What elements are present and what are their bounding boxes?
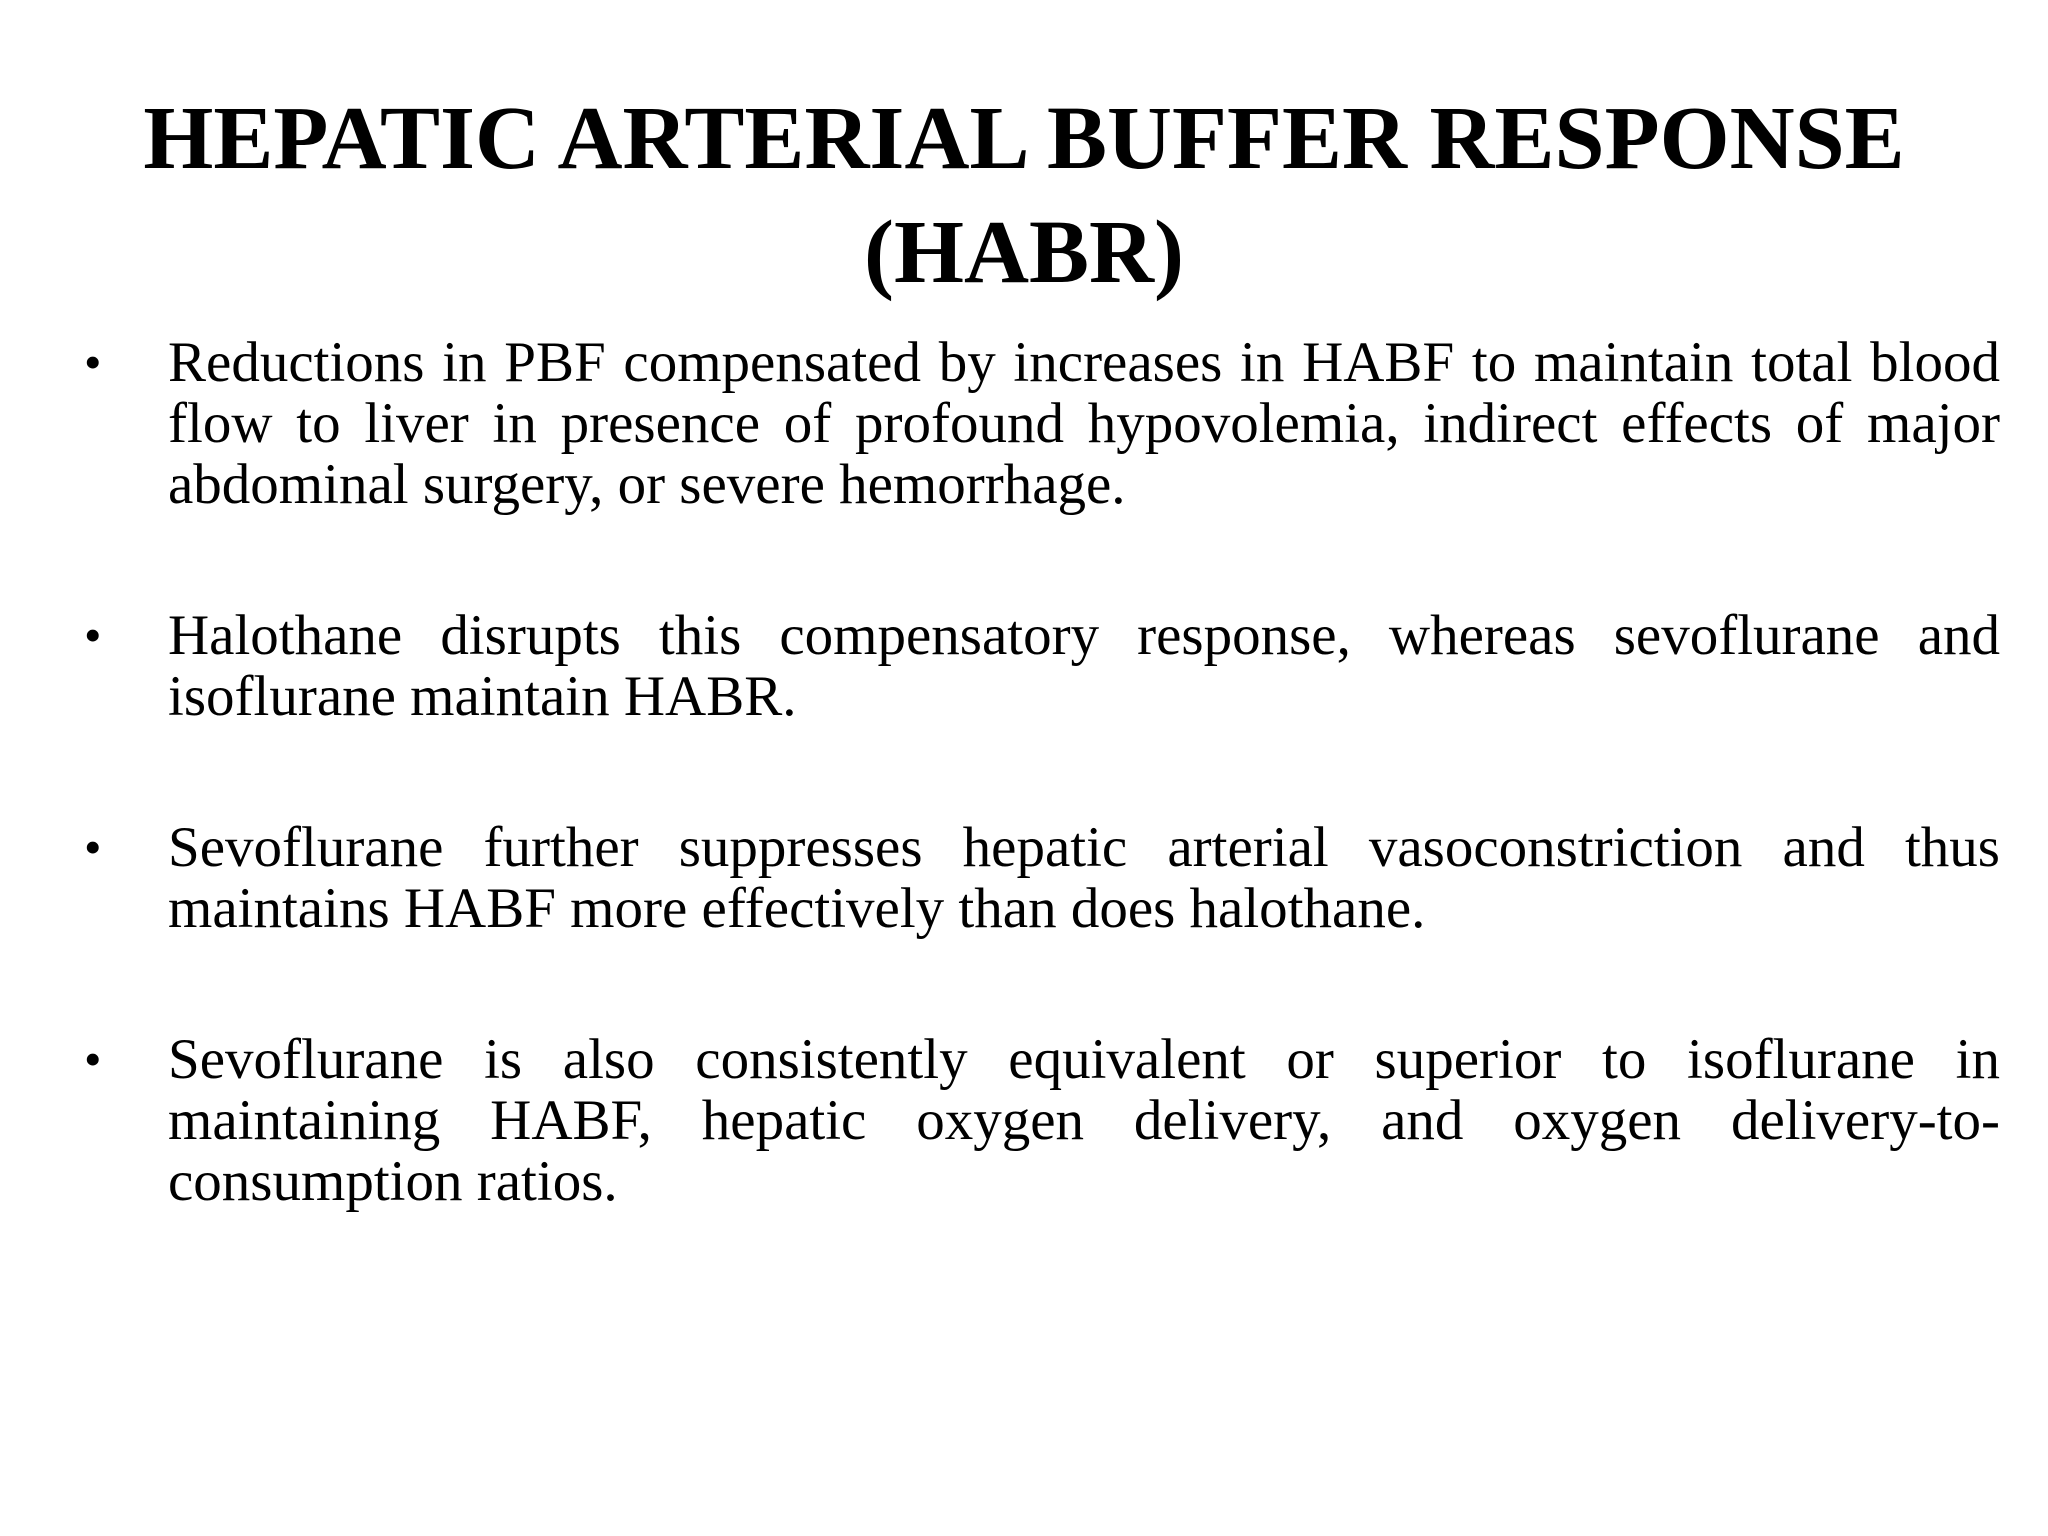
bullet-text: Sevoflurane is also consistently equivalent or superior to isoflurane in maintaining HABF, hepatic oxygen delivery, and oxygen delivery-to-consumption ratios.: [168, 1028, 2000, 1213]
bullet-text: Reductions in PBF compensated by increases in HABF to maintain total blood flow to liver in presence of profound hypovolemia, indirect effects of major abdominal surgery, or severe hemorrhage.: [168, 331, 2000, 516]
bullet-item-1: [84, 332, 2000, 515]
slide-title-line-2: (HABR): [864, 203, 1184, 302]
bullet-text: Halothane disrupts this compensatory response, whereas sevoflurane and isoflurane maintain HABR.: [168, 604, 2000, 728]
slide-title-line-1: HEPATIC ARTERIAL BUFFER RESPONSE: [143, 89, 1905, 188]
bullet-item-3: [84, 817, 2000, 939]
bullet-icon: •: [84, 819, 102, 875]
bullet-icon: •: [84, 334, 102, 390]
slide-title: [100, 82, 1948, 310]
bullet-text: Sevoflurane further suppresses hepatic arterial vasoconstriction and thus maintains HABF more effectively than does halothane.: [168, 816, 2000, 940]
bullet-item-2: [84, 605, 2000, 727]
bullet-icon: •: [84, 607, 102, 663]
bullet-icon: •: [84, 1031, 102, 1087]
bullet-list: [84, 332, 2000, 1212]
bullet-item-4: [84, 1029, 2000, 1212]
